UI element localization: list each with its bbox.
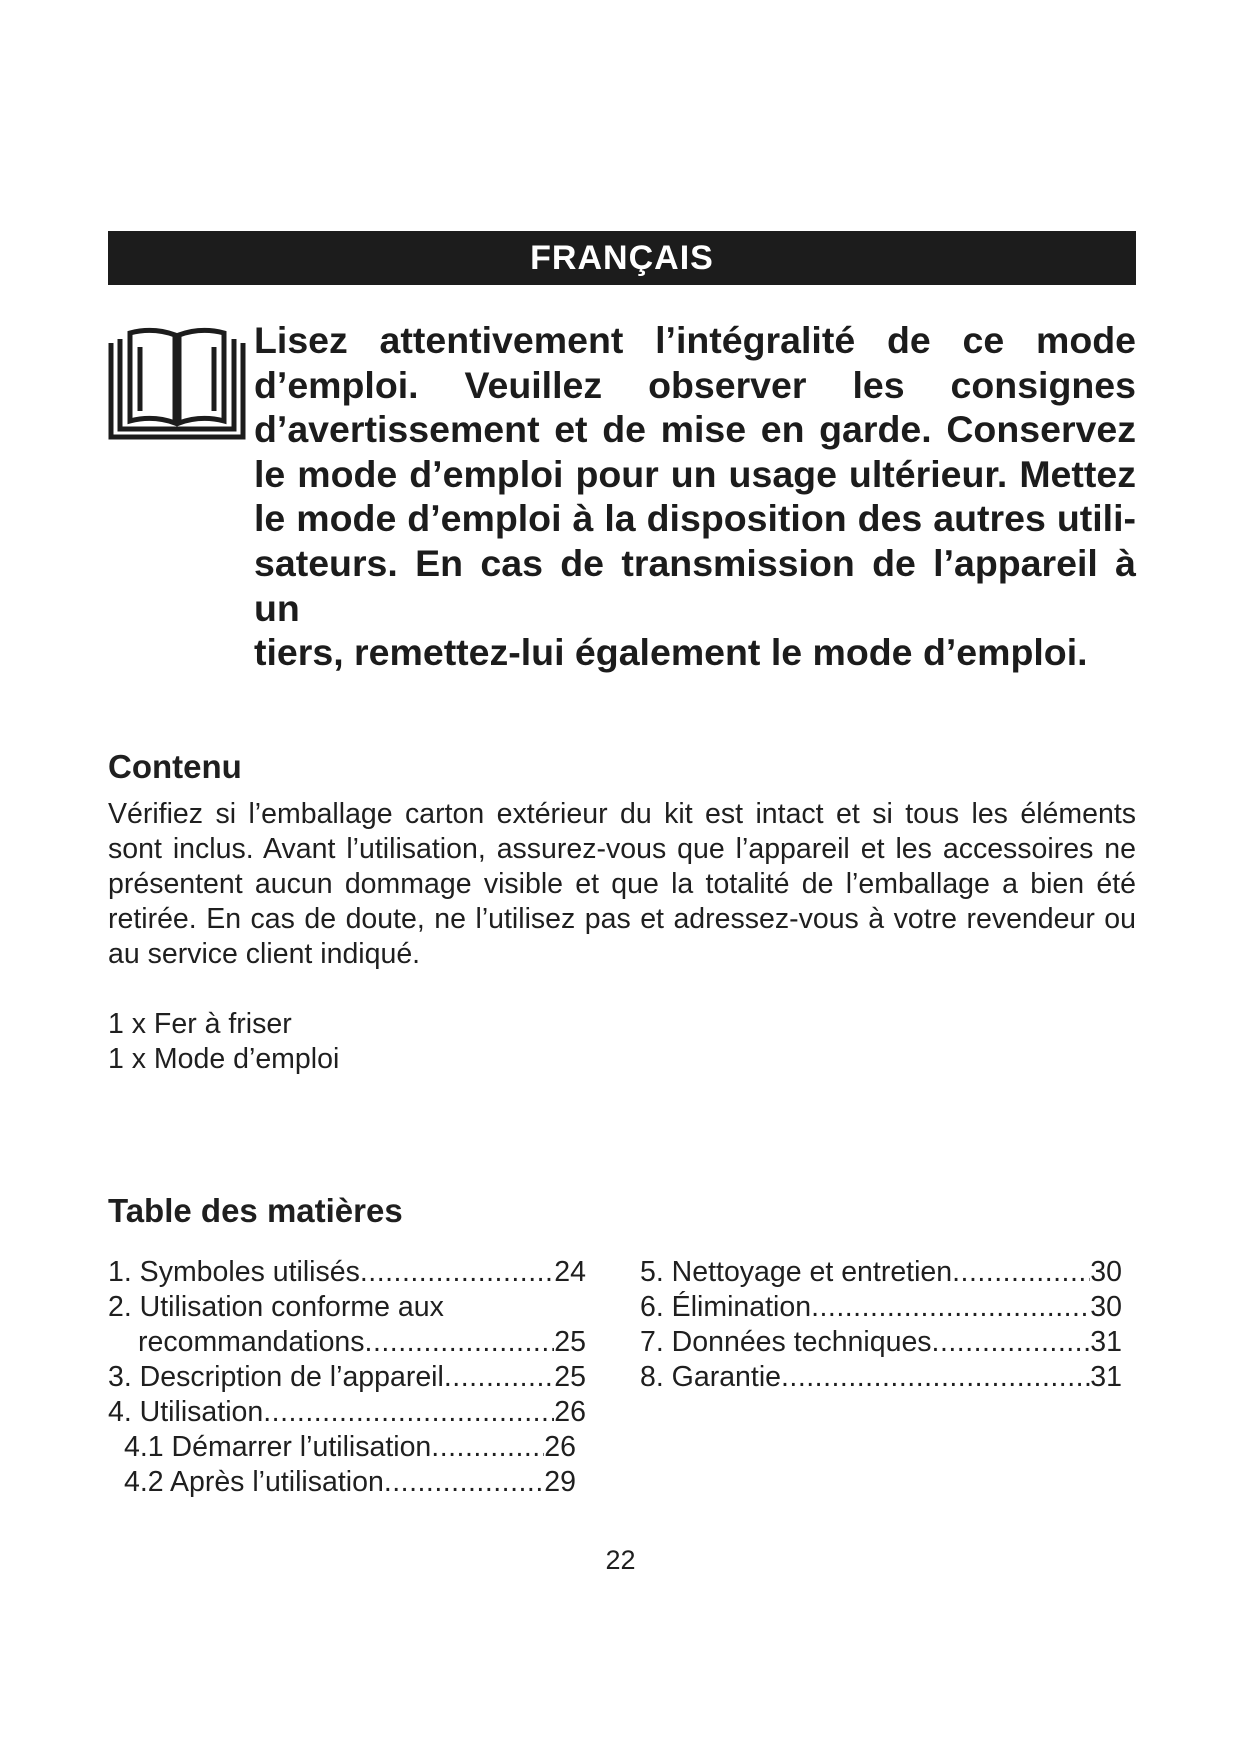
toc-entry-title: 7. Données techniques — [640, 1326, 932, 1358]
intro-line: le mode d’emploi à la disposition des autres utili- — [254, 497, 1136, 540]
language-label: FRANÇAIS — [530, 238, 714, 277]
toc-entry-title: 5. Nettoyage et entretien — [640, 1256, 953, 1288]
toc-entry[interactable] — [108, 1290, 586, 1325]
toc-entry-page: 30 — [1090, 1256, 1122, 1288]
toc-entry-title: 3. Description de l’appareil — [108, 1361, 444, 1393]
toc-entry-title: 4.2 Après l’utilisation — [124, 1466, 384, 1498]
toc-entry-page: 29 — [544, 1466, 576, 1498]
toc-entry-page: 26 — [554, 1396, 586, 1428]
toc-entry[interactable] — [640, 1325, 1122, 1360]
toc-entry-title: 6. Élimination — [640, 1291, 812, 1323]
intro-notice — [254, 318, 1136, 675]
package-contents-list — [108, 1007, 339, 1077]
toc-entry-title: 1. Symboles utilisés — [108, 1256, 360, 1288]
paragraph-line: Vérifiez si l’emballage carton extérieur du kit est intact et si tous les éléments — [108, 798, 1136, 830]
toc-entry-page: 30 — [1090, 1291, 1122, 1323]
toc-leader — [360, 1255, 554, 1290]
intro-line: d’emploi. Veuillez observer les consignes — [254, 363, 1136, 406]
toc-entry-title: 2. Utilisation conforme aux — [108, 1291, 444, 1323]
toc-entry[interactable] — [108, 1465, 576, 1500]
toc-leader — [781, 1360, 1090, 1395]
toc-entry-page: 31 — [1090, 1361, 1122, 1393]
contents-heading: Contenu — [108, 748, 242, 785]
intro-line: Lisez attentivement l’intégralité de ce mode — [254, 319, 1136, 361]
list-item: 1 x Mode d’emploi — [108, 1043, 340, 1075]
toc-entry[interactable] — [640, 1290, 1122, 1325]
toc-leader — [932, 1325, 1091, 1360]
paragraph-line: sont inclus. Avant l’utilisation, assurez-vous que l’appareil et les accessoires ne — [108, 833, 1136, 865]
toc-entry-page: 25 — [554, 1326, 586, 1358]
toc-entry[interactable] — [640, 1255, 1122, 1290]
toc-entry-page: 26 — [544, 1431, 576, 1463]
list-item: 1 x Fer à friser — [108, 1008, 292, 1040]
toc-leader — [431, 1430, 544, 1465]
toc-entry[interactable] — [640, 1360, 1122, 1395]
contents-paragraph — [108, 797, 1136, 972]
toc-leader — [952, 1255, 1090, 1290]
toc-entry[interactable] — [108, 1255, 586, 1290]
toc-leader — [263, 1395, 554, 1430]
toc-entry[interactable] — [108, 1395, 586, 1430]
intro-line: d’avertissement et de mise en garde. Conservez — [254, 408, 1136, 451]
paragraph-line: retirée. En cas de doute, ne l’utilisez pas et adressez-vous à votre revendeur ou — [108, 903, 1136, 935]
toc-entry[interactable] — [108, 1325, 586, 1360]
toc-entry[interactable] — [108, 1430, 576, 1465]
intro-line: tiers, remettez-lui également le mode d’emploi. — [254, 631, 1088, 674]
toc-entry-title: 4. Utilisation — [108, 1396, 264, 1428]
page-number: 22 — [605, 1545, 636, 1575]
toc-entry-page: 25 — [554, 1361, 586, 1393]
toc-entry-page: 24 — [554, 1256, 586, 1288]
toc-entry-title: recommandations — [138, 1326, 365, 1358]
toc-entry-title: 8. Garantie — [640, 1361, 781, 1393]
paragraph-line: présentent aucun dommage visible et que la totalité de l’emballage a bien été — [108, 868, 1136, 900]
intro-line: le mode d’emploi pour un usage ultérieur. Mettez — [254, 452, 1136, 495]
toc-leader — [811, 1290, 1090, 1325]
toc-leader — [384, 1465, 544, 1500]
toc-right-column — [640, 1255, 1122, 1395]
language-header — [108, 231, 1136, 285]
toc-leader — [365, 1325, 555, 1360]
toc-entry-title: 4.1 Démarrer l’utilisation — [124, 1431, 432, 1463]
toc-heading: Table des matières — [108, 1192, 403, 1229]
paragraph-line: au service client indiqué. — [108, 938, 421, 970]
intro-line: sateurs. En cas de transmission de l’appareil à un — [254, 541, 1136, 629]
toc-entry[interactable] — [108, 1360, 586, 1395]
toc-entry-page: 31 — [1090, 1326, 1122, 1358]
book-icon — [108, 325, 246, 443]
toc-leader — [444, 1360, 554, 1395]
toc-left-column — [108, 1255, 586, 1500]
